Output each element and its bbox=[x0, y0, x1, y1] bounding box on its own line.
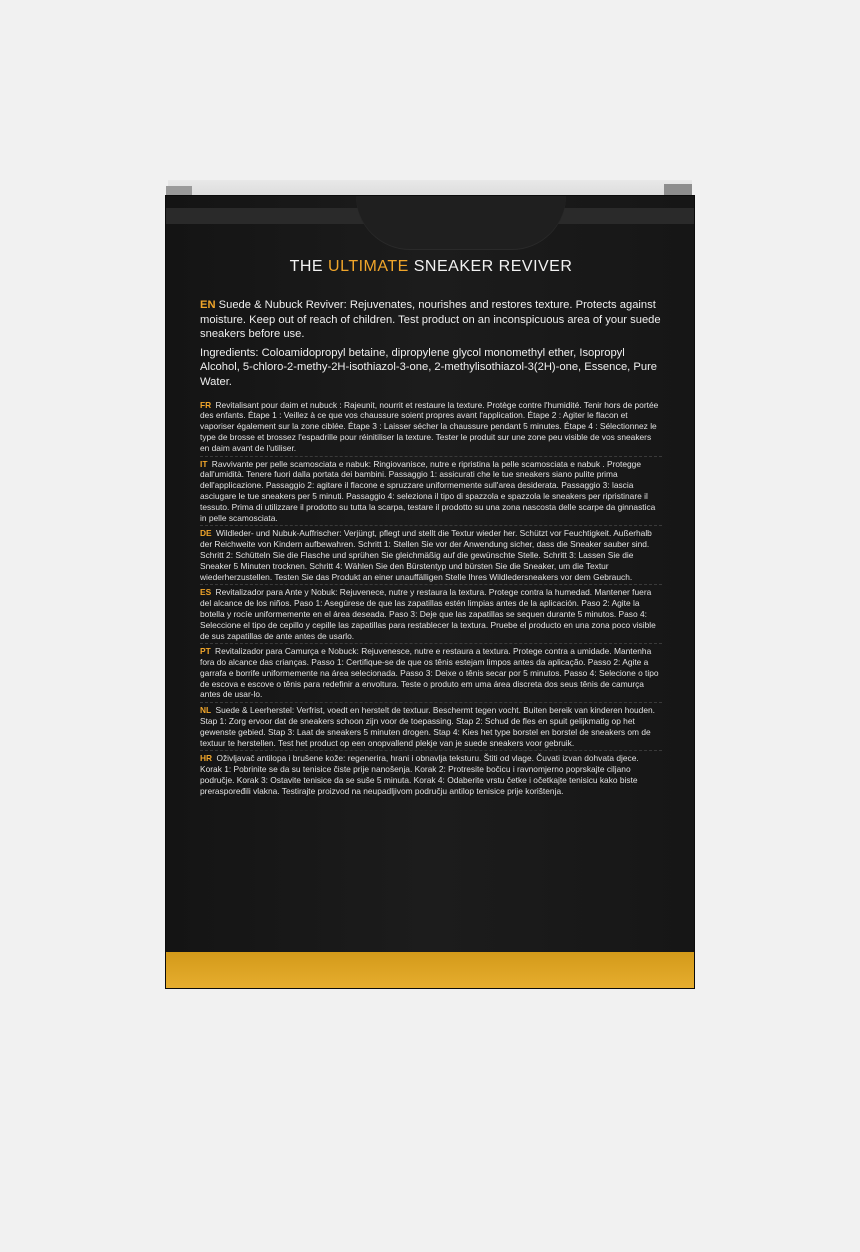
product-box-back bbox=[166, 196, 694, 988]
lang-code-it: IT bbox=[200, 458, 208, 469]
description-hr-text: Oživljavač antilopa i brušene kože: regenerira, hrani i obnavlja teksturu. Štiti od vlage. Čuvati izvan dohvata djece. Korak 1: Pobrinite se da su tenisice čiste prije nanošenja. Korak 2: Protresite bočicu i ravnomjerno poprskajte ciljano područje. Korak 3: Ostavite tenisice da se suše 5 minuta. Korak 4: Odaberite vrstu četke i očetkajte tenisicu kako biste preraspoređili vlakna. Testirajte proizvod na neupadljivom području antilop tenisice prije korištenja. bbox=[200, 753, 639, 796]
headline-accent: ULTIMATE bbox=[328, 258, 409, 275]
gold-band bbox=[166, 952, 694, 988]
description-es-text: Revitalizador para Ante y Nobuk: Rejuvenece, nutre y restaura la textura. Protege contra la humedad. Mantener fuera del alcance de los niños. Paso 1: Asegúrese de que las zapatillas estén limpias antes de la aplicación. Paso 2: Agite la botella y rocíe uniformemente en el área deseada. Paso 3: Deje que las zapatillas se sequen durante 5 minutos. Paso 4: Seleccione el tipo de cepillo y cepille las zapatillas para restablecer la textura. Pruebe el producto en una zona poco visible de sus zapatillas de ante antes de usarlo. bbox=[200, 587, 656, 641]
lang-code-hr: HR bbox=[200, 753, 213, 764]
description-nl-text: Suede & Leerherstel: Verfrist, voedt en herstelt de textuur. Beschermt tegen vocht. Buiten bereik van kinderen houden. Stap 1: Zorg ervoor dat de sneakers schoon zijn voor de toepassing. Stap 2: Schud de fles en spuit gelijkmatig op het gewenste gebied. Stap 3: Laat de sneakers 5 minuten drogen. Stap 4: Kies het type borstel en borstel de sneakers om de textuur te herstellen. Test het product op een onopvallend plekje van je suede sneakers voor gebruik. bbox=[200, 705, 655, 748]
lang-code-en: EN bbox=[200, 299, 216, 311]
description-it bbox=[200, 459, 662, 527]
lang-code-de: DE bbox=[200, 528, 212, 539]
headline-prefix: THE bbox=[289, 258, 324, 275]
description-es bbox=[200, 587, 662, 644]
language-list bbox=[200, 400, 662, 799]
ingredients: Ingredients: Coloamidopropyl betaine, dipropylene glycol monomethyl ether, Isopropyl Alcohol, 5-chloro-2-methy-2H-isothiazol-3-one, 2-methylisothiazol-3(2H)-one, Essence, Pure Water. bbox=[200, 346, 658, 388]
headline-suffix: SNEAKER REVIVER bbox=[413, 258, 573, 275]
description-en-text: Suede & Nubuck Reviver: Rejuvenates, nourishes and restores texture. Protects against moisture. Keep out of reach of children. Test product on an inconspicuous area of your suede sneakers before use. bbox=[200, 299, 661, 341]
headline bbox=[200, 258, 662, 276]
description-fr bbox=[200, 400, 662, 457]
box-tab bbox=[356, 196, 566, 250]
lang-code-pt: PT bbox=[200, 646, 211, 657]
description-en bbox=[200, 298, 662, 342]
description-pt bbox=[200, 646, 662, 703]
description-it-text: Ravvivante per pelle scamosciata e nabuk: Ringiovanisce, nutre e ripristina la pelle scamosciata e nabuk . Protegge dall'umidità. Tenere fuori dalla portata dei bambini. Passaggio 1: assicurati che le tue sneakers siano pulite prima dell'applicazione. Passaggio 2: agitare il flacone e spruzzare uniformemente sull'area desiderata. Passaggio 3: lascia asciugare le tue sneakers per 5 minuti. Passaggio 4: seleziona il tipo di spazzola e spazzola le sneakers per ripristinare il tessuto. Prima di utilizzare il prodotto su tutta la scarpa, testare il prodotto su una zona nascosta delle scarpe da ginnastica in pelle scamosciata. bbox=[200, 458, 656, 523]
description-nl bbox=[200, 705, 662, 751]
lang-code-es: ES bbox=[200, 587, 212, 598]
lang-code-nl: NL bbox=[200, 705, 212, 716]
description-de bbox=[200, 528, 662, 585]
lang-code-fr: FR bbox=[200, 399, 212, 410]
description-fr-text: Revitalisant pour daim et nubuck : Rajeunit, nourrit et restaure la texture. Protège contre l'humidité. Tenir hors de portée des enfants. Étape 1 : Veillez à ce que vos chaussure soient propres avant l'application. Étape 2 : Agiter le flacon et vaporiser également sur la zone ciblée. Étape 3 : Laisser sécher la chaussure pendant 5 minutes. Étape 4 : Sélectionnez le type de brosse et brossez l'espadrille pour réinitiliser la texture. Tester le produit sur une zone peu visible de vos sneakers en daim avant de l'utiliser. bbox=[200, 399, 659, 453]
box-label-text bbox=[200, 258, 662, 801]
description-pt-text: Revitalizador para Camurça e Nobuck: Rejuvenesce, nutre e restaura a textura. Protege contra a umidade. Mantenha fora do alcance das crianças. Passo 1: Certifique-se de que os tênis estejam limpos antes da aplicação. Passo 2: Agite a garrafa e borrife uniformemente na área selecionada. Passo 3: Deixe o tênis secar por 5 minutos. Passo 4: Selecione o tipo de escova e escove o tênis para redefinir a envoltura. Teste o produto em uma área discreta dos seus tênis de camurça antes de usar-lo. bbox=[200, 646, 659, 700]
description-de-text: Wildleder- und Nubuk-Auffrischer: Verjüngt, pflegt und stellt die Textur wieder her. Schützt vor Feuchtigkeit. Außerhalb der Reichweite von Kindern aufbewahren. Schritt 1: Stellen Sie vor der Anwendung sicher, dass die Sneaker sauber sind. Schritt 2: Schütteln Sie die Flasche und sprühen Sie gleichmäßig auf die gewünschte Stelle. Schritt 3: Lassen Sie die Sneaker 5 Minuten trocknen. Schritt 4: Wählen Sie den Bürstentyp und bürsten Sie die Sneaker, um die Textur wiederherzustellen. Testen Sie das Produkt an einer unauffälligen Stelle Ihres Wildledersneakers vor dem Gebrauch. bbox=[200, 528, 652, 582]
description-hr bbox=[200, 753, 662, 798]
